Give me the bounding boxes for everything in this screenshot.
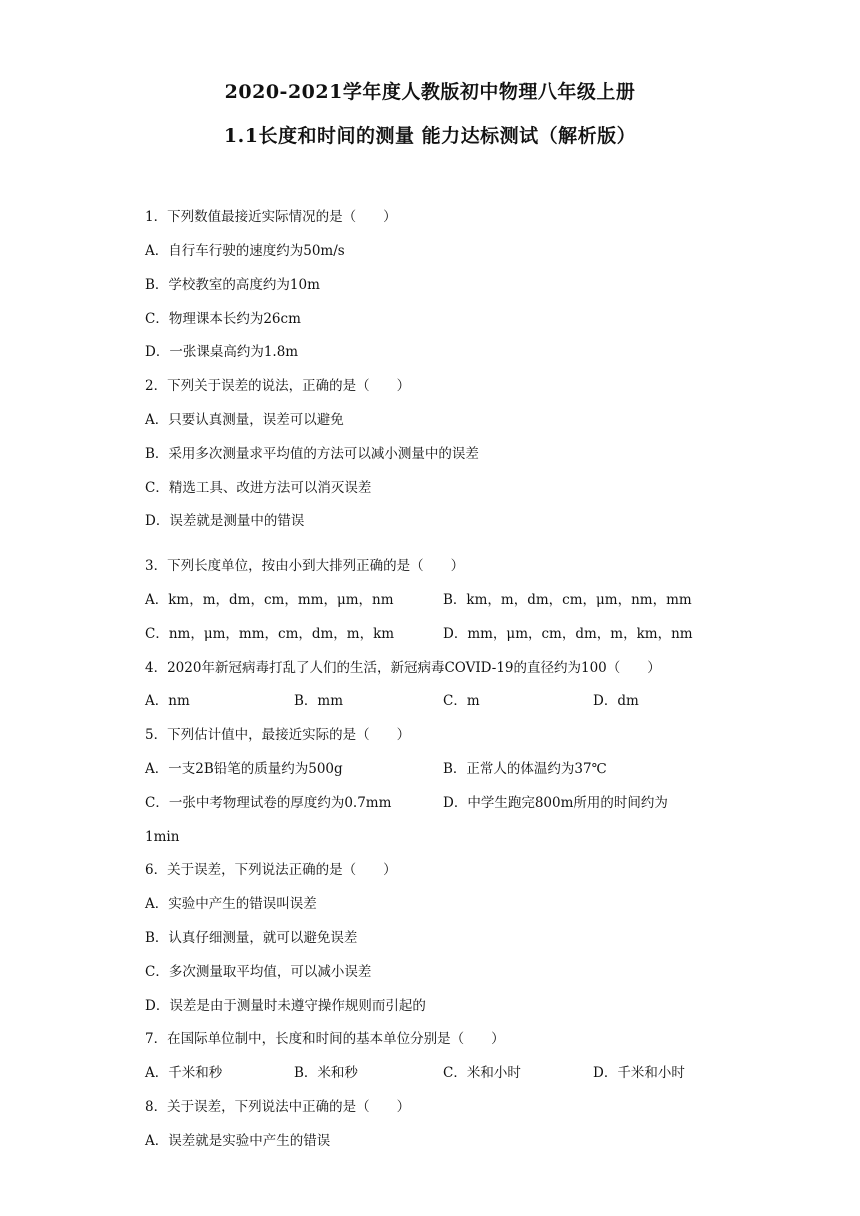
question-4-option-d: D．dm: [593, 693, 639, 709]
question-6-option-b: B．认真仔细测量，就可以避免误差: [145, 930, 358, 946]
question-4-stem: 4．2020年新冠病毒打乱了人们的生活，新冠病毒COVID-19的直径约为100（ ）: [145, 660, 661, 676]
question-6-option-d: D．误差是由于测量时未遵守操作规则而引起的: [145, 998, 426, 1014]
question-5-option-d: D．中学生跑完800m所用的时间约为: [443, 795, 668, 811]
question-7-option-a: A．千米和秒: [145, 1065, 223, 1081]
doc-title-line2: 1.1长度和时间的测量 能力达标测试（解析版）: [223, 125, 637, 147]
question-5-option-b: B．正常人的体温约为37℃: [443, 761, 607, 777]
question-1-option-c: C．物理课本长约为26cm: [145, 311, 301, 327]
question-1-option-a: A．自行车行驶的速度约为50m/s: [145, 243, 345, 259]
question-5-option-d-continued: 1min: [145, 829, 180, 845]
question-8-stem: 8．关于误差，下列说法中正确的是（ ）: [145, 1099, 411, 1115]
question-7-option-c: C．米和小时: [443, 1065, 521, 1081]
question-6-stem: 6．关于误差，下列说法正确的是（ ）: [145, 862, 397, 878]
question-2-option-d: D．误差就是测量中的错误: [145, 513, 305, 529]
question-3-stem: 3．下列长度单位，按由小到大排列正确的是（ ）: [145, 558, 465, 574]
question-5-option-a: A．一支2B铅笔的质量约为500g: [145, 761, 343, 777]
question-4-option-b: B．mm: [294, 693, 344, 709]
doc-title-line1: 2020-2021学年度人教版初中物理八年级上册: [224, 81, 636, 103]
question-3-option-d: D．mm，μm，cm，dm，m，km，nm: [443, 626, 693, 642]
question-3-option-a: A．km，m，dm，cm，mm，μm，nm: [145, 592, 394, 608]
question-1-option-d: D．一张课桌高约为1.8m: [145, 344, 299, 360]
question-2-option-c: C．精选工具、改进方法可以消灭误差: [145, 480, 372, 496]
question-4-option-c: C．m: [443, 693, 480, 709]
question-2-option-b: B．采用多次测量求平均值的方法可以减小测量中的误差: [145, 446, 479, 462]
question-5-stem: 5．下列估计值中，最接近实际的是（ ）: [145, 727, 411, 743]
question-2-option-a: A．只要认真测量，误差可以避免: [145, 412, 344, 428]
question-7-option-b: B．米和秒: [294, 1065, 358, 1081]
question-2-stem: 2．下列关于误差的说法，正确的是（ ）: [145, 378, 411, 394]
question-1-option-b: B．学校教室的高度约为10m: [145, 277, 320, 293]
question-5-option-c: C．一张中考物理试卷的厚度约为0.7mm: [145, 795, 392, 811]
question-3-option-c: C．nm，μm，mm，cm，dm，m，km: [145, 626, 395, 642]
question-7-option-d: D．千米和小时: [593, 1065, 685, 1081]
question-6-option-c: C．多次测量取平均值，可以减小误差: [145, 964, 372, 980]
question-4-option-a: A．nm: [145, 693, 190, 709]
question-3-option-b: B．km，m，dm，cm，μm，nm，mm: [443, 592, 692, 608]
question-8-option-a: A．误差就是实验中产生的错误: [145, 1133, 331, 1149]
question-6-option-a: A．实验中产生的错误叫误差: [145, 896, 317, 912]
question-7-stem: 7．在国际单位制中，长度和时间的基本单位分别是（ ）: [145, 1031, 505, 1047]
question-1-stem: 1．下列数值最接近实际情况的是（ ）: [145, 209, 397, 225]
